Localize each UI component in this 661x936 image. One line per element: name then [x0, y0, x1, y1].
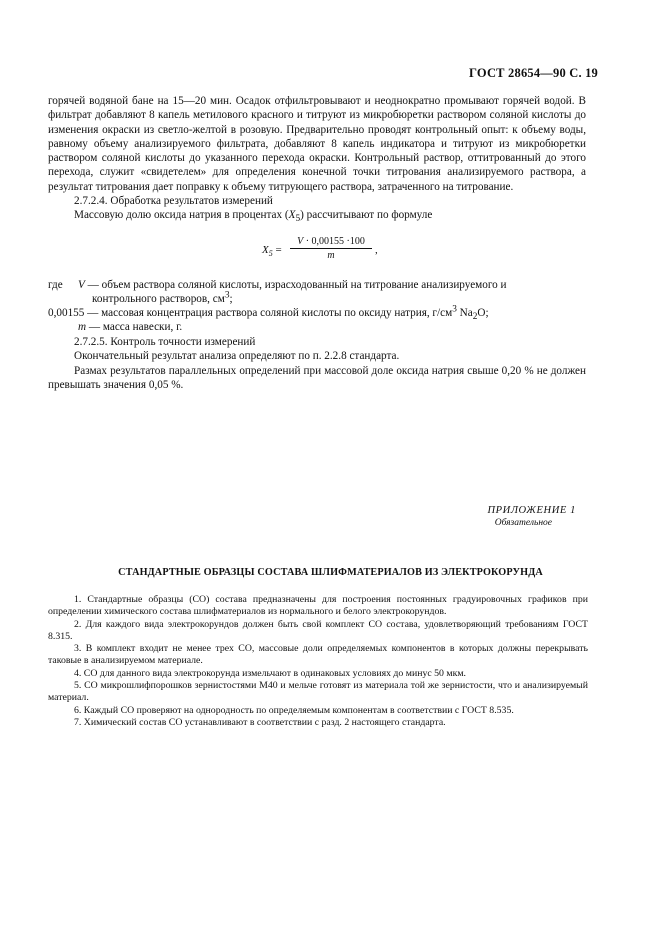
formula-legend: где V — объем раствора соляной кислоты, израсходованный на титрование анализируемого и контрольного растворов, $см^3$; 0,00155 — массовая концентрация раствора соляной кислоты по оксиду натрия, $г/см^3$ $Na_2O$; m — масса навески, г.	[48, 279, 507, 333]
legend-v-cont: контрольного растворов, $см^3$;	[92, 290, 233, 305]
appendix-label: ПРИЛОЖЕНИЕ 1	[487, 505, 576, 516]
formula-numerator: V · 0,00155 ·100	[290, 236, 372, 249]
appendix-item: 7. Химический состав СО устанавливают в соответствии с разд. 2 настоящего стандарта.	[74, 716, 446, 728]
paragraph-titration: горячей водяной бане на 15—20 мин. Осадок отфильтровывают и неоднократно промывают горячей водой. В фильтрат добавляют 8 капель метилового красного и титруют из микробюретки раствором соляной кислоты до изменения окраски из светло-желтой в розовую. Предварительно проводят контрольный опыт: к объему воды, равному объему анализируемого фильтрата, добавляют 8 капель индикатора и титруют из микробюретки раствором соляной кислоты до указанного перехода окраски. Контрольный раствор, оттитрованный до этого перехода, служит «свидетелем» для определения конечной точки титрования анализируемого раствора, а результат титрования дает поправку к объему титрующего раствора, затраченного на титрование.	[48, 95, 586, 193]
legend-concentration: 0,00155 — массовая концентрация раствора соляной кислоты по оксиду натрия, $г/см^3$ $Na_2O$;	[48, 304, 489, 323]
section-2725	[48, 335, 586, 392]
method-text	[48, 94, 586, 223]
formula-intro: Массовую долю оксида натрия в процентах $(X_5)$ рассчитывают по формуле	[74, 209, 433, 225]
legend-m: m — масса навески, г.	[78, 321, 183, 333]
formula-x5: $X_5$ = $\frac{V \cdot 0,00155 \cdot 100}{m}$ ,	[262, 236, 378, 261]
formula-denominator: m	[327, 250, 335, 261]
appendix-item: 5. СО микрошлифпорошков зернистостями М40 и мельче готовят из материала той же зернистости, что и анализируемый материал.	[48, 680, 588, 704]
section-heading-2725: 2.7.2.5. Контроль точности измерений	[74, 336, 256, 348]
page-header: ГОСТ 28654—90 С. 19	[469, 66, 598, 80]
formula-fraction	[290, 236, 372, 261]
range-text: Размах результатов параллельных определений при массовой доле оксида натрия свыше 0,20 % не должен превышать значения 0,05 %.	[48, 364, 586, 391]
appendix-item: 2. Для каждого вида электрокорундов должен быть свой комплект СО состава, удовлетворяющий требованиям ГОСТ 8.315.	[48, 618, 588, 642]
appendix-item: 3. В комплект входит не менее трех СО, массовые доли определяемых компонентов в которых должны перекрывать таковые в анализируемом материале.	[48, 643, 588, 667]
appendix-item: 6. Каждый СО проверяют на однородность по определяемым компонентам в соответствии с ГОСТ 8.535.	[74, 704, 514, 716]
appendix-item: 1. Стандартные образцы (СО) состава предназначены для построения постоянных градуировочных графиков при определении химического состава шлифматериалов из нормального и белого электрокорундов.	[48, 594, 588, 618]
appendix-item: 4. СО для данного вида электрокорунда измельчают в одинаковых условиях до минус 50 мкм.	[74, 667, 466, 679]
section-heading-2724: 2.7.2.4. Обработка результатов измерений	[74, 195, 273, 208]
legend-v: V — объем раствора соляной кислоты, израсходованный на титрование анализируемого и	[78, 279, 507, 291]
appendix-title: СТАНДАРТНЫЕ ОБРАЗЦЫ СОСТАВА ШЛИФМАТЕРИАЛОВ ИЗ ЭЛЕКТРОКОРУНДА	[118, 567, 543, 578]
appendix-status: Обязательное	[494, 518, 552, 528]
final-result-text: Окончательный результат анализа определяют по п. 2.2.8 стандарта.	[74, 350, 400, 363]
formula-lhs: $X_5$ =	[262, 244, 282, 259]
appendix-items	[48, 594, 588, 729]
